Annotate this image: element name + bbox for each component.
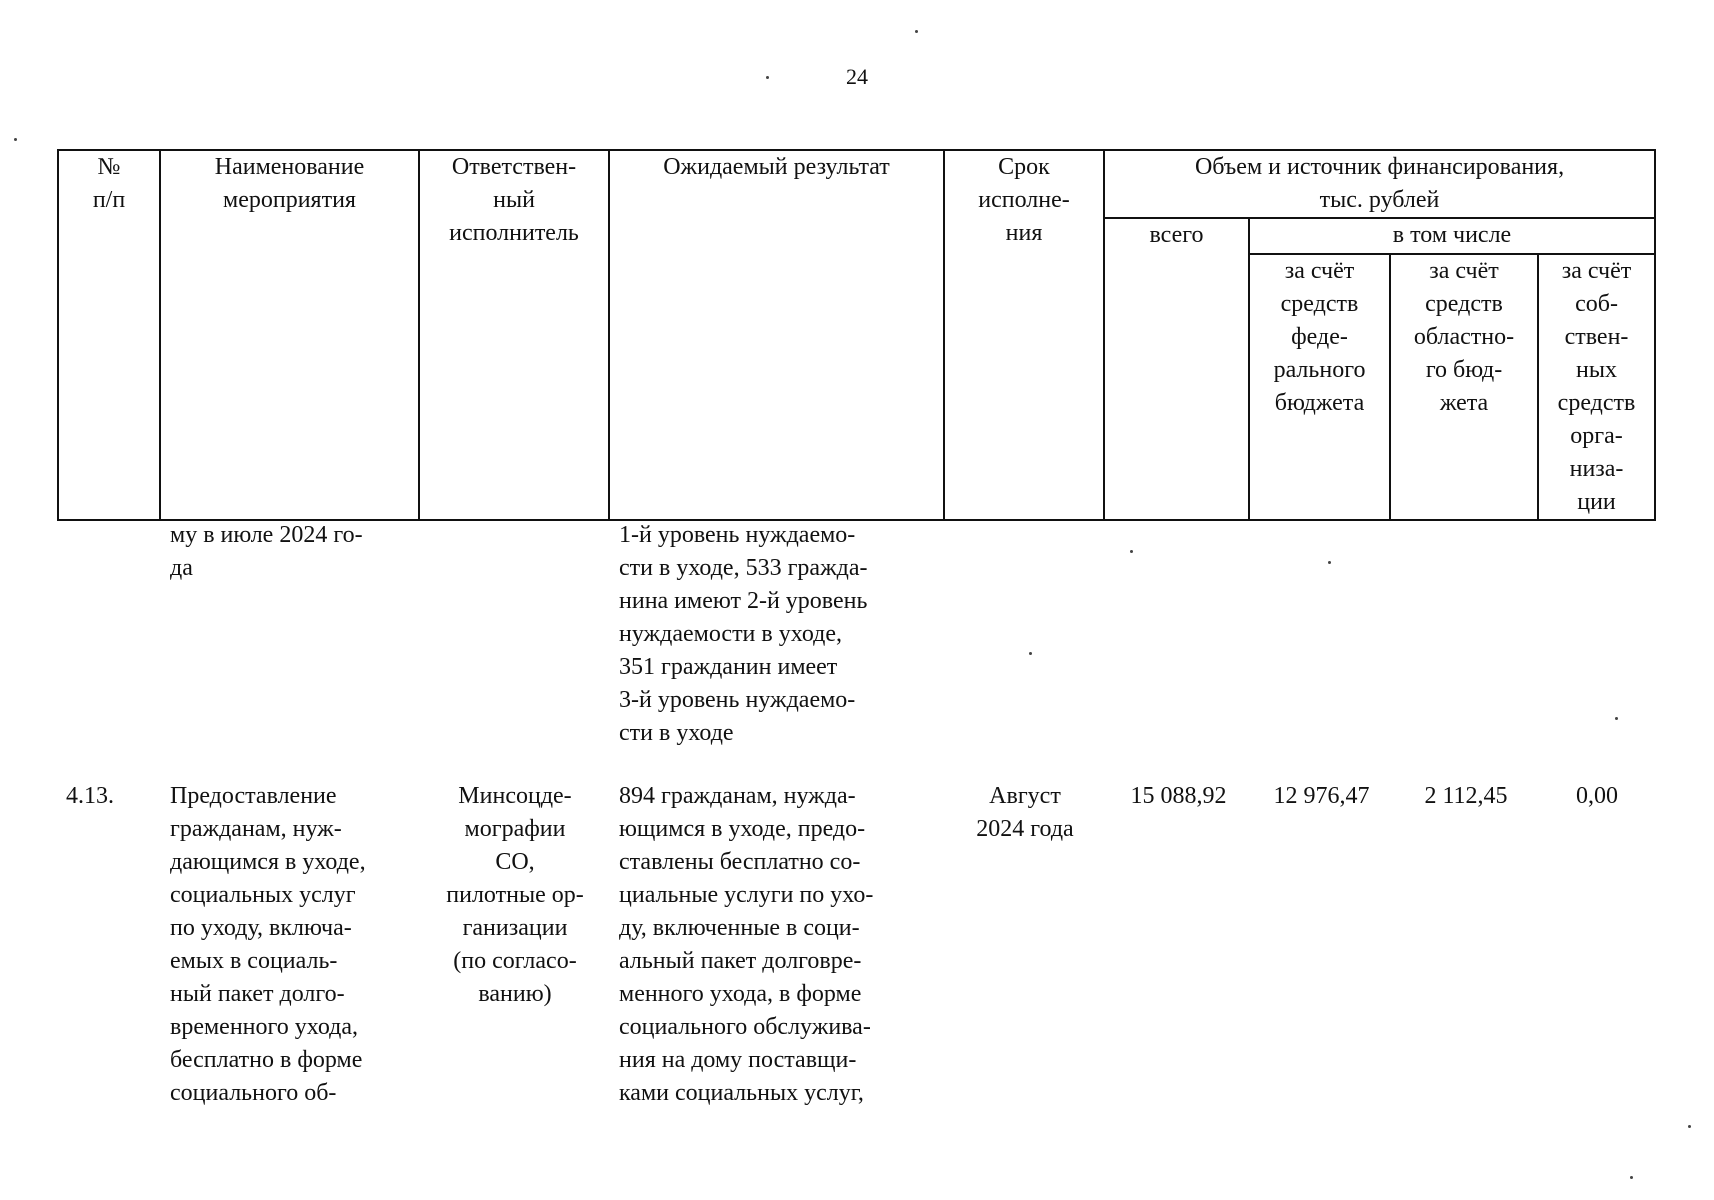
scan-speck <box>1130 550 1133 553</box>
header-name: Наименование мероприятия <box>160 150 419 520</box>
row-own: 0,00 <box>1576 783 1618 809</box>
scan-speck <box>1029 652 1032 655</box>
row-number: 4.13. <box>66 783 114 809</box>
row-regional: 2 112,45 <box>1424 783 1508 809</box>
header-num: № п/п <box>58 150 160 520</box>
header-responsible: Ответствен- ный исполнитель <box>419 150 609 520</box>
header-finance: Объем и источник финансирования, тыс. рублей <box>1104 150 1655 218</box>
header-term: Срок исполне- ния <box>944 150 1104 520</box>
page-number: 24 <box>846 64 868 89</box>
header-result: Ожидаемый результат <box>609 150 944 520</box>
row-name: Предоставление гражданам, нуж- дающимся в уходе, социальных услуг по уходу, включа- емых в социаль- ный пакет долго- временного ухода, бесплатно в форме социального об- <box>170 783 366 1106</box>
row-total: 15 088,92 <box>1130 783 1227 809</box>
scan-speck <box>915 30 918 33</box>
continuation-result: 1-й уровень нуждаемо- сти в уходе, 533 гражда- нина имеют 2-й уровень нуждаемости в уходе, 351 гражданин имеет 3-й уровень нуждаемо- сти в уходе <box>619 522 868 746</box>
header-regional: за счёт средств областно- го бюд- жета <box>1390 254 1538 520</box>
row-result: 894 гражданам, нужда- ющимся в уходе, предо- ставлены бесплатно со- циальные услуги по ухо- ду, включенные в соци- альный пакет долговре- менного ухода, в форме социального обслужива- ния на дому поставщи- ками социальных услуг, <box>619 783 874 1106</box>
scan-speck <box>14 138 17 141</box>
header-including: в том числе <box>1249 218 1655 254</box>
header-federal: за счёт средств феде- рального бюджета <box>1249 254 1390 520</box>
scan-speck <box>1688 1125 1691 1128</box>
header-own: за счёт соб- ствен- ных средств орга- низа- ции <box>1538 254 1655 520</box>
scan-speck <box>1615 717 1618 720</box>
scan-speck <box>1328 561 1331 564</box>
table-header <box>57 149 1656 521</box>
scan-speck <box>1630 1176 1633 1179</box>
row-federal: 12 976,47 <box>1273 783 1370 809</box>
header-total: всего <box>1104 218 1249 520</box>
row-term: Август 2024 года <box>976 783 1074 842</box>
scan-speck <box>766 76 769 79</box>
continuation-name: му в июле 2024 го- да <box>170 522 363 581</box>
row-responsible: Минсоцде- мографии СО, пилотные ор- ганизации (по согласо- ванию) <box>446 783 584 1007</box>
